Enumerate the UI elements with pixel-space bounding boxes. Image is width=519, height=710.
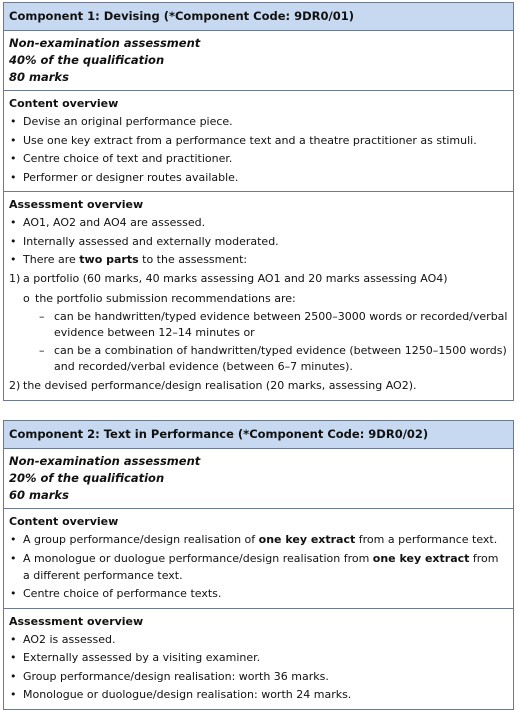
list-item: • Monologue or duologue/design realisation: worth 24 marks. (9, 686, 508, 703)
qualification-weight: 20% of the qualification (9, 471, 165, 485)
text-run: A monologue or duologue performance/design realisation from (23, 551, 373, 565)
part-2 (9, 377, 508, 394)
content-overview-heading: Content overview (9, 97, 119, 110)
list-item: • Use one key extract from a performance text and a theatre practitioner as stimuli. (9, 132, 508, 149)
component-1-assessment-overview (4, 191, 513, 400)
list-item: • Centre choice of performance texts. (9, 585, 508, 602)
component-1-intro (4, 31, 513, 90)
list-item (9, 531, 508, 548)
list-item: • AO2 is assessed. (9, 631, 508, 648)
component-1-title: Component 1: Devising (*Component Code: 9DR0/01) (4, 3, 513, 31)
list-item (9, 251, 508, 268)
list-item (9, 550, 508, 584)
component-2-box (3, 420, 514, 710)
text-run: from a performance text. (355, 533, 498, 546)
total-marks: 80 marks (9, 70, 69, 84)
text-run: from a different performance text. (23, 551, 499, 582)
component-2-intro (4, 449, 513, 508)
sub-bullet-marker: o (23, 291, 30, 305)
component-2-title: Component 2: Text in Performance (*Component Code: 9DR0/02) (4, 421, 513, 449)
component-1-content-overview (4, 90, 513, 191)
part-number: 1) (9, 271, 21, 285)
part-text: the devised performance/design realisation (20 marks, assessing AO2). (23, 378, 417, 392)
bold-text: one key extract (372, 551, 470, 565)
qualification-weight: 40% of the qualification (9, 53, 165, 67)
list-item: • Internally assessed and externally moderated. (9, 233, 508, 250)
list-item: • Externally assessed by a visiting examiner. (9, 649, 508, 666)
text-run: to the assessment: (138, 253, 248, 266)
component-2-assessment-overview (4, 608, 513, 709)
bold-text: two parts (79, 253, 139, 266)
list-item: • AO1, AO2 and AO4 are assessed. (9, 214, 508, 231)
content-overview-heading: Content overview (9, 515, 119, 528)
portfolio-intro-text: the portfolio submission recommendations are: (35, 291, 296, 305)
list-item: • Performer or designer routes available. (9, 169, 508, 186)
part-text: a portfolio (60 marks, 40 marks assessing AO1 and 20 marks assessing AO4) (23, 271, 448, 285)
text-run: A group performance/design realisation of (23, 533, 259, 546)
portfolio-recommendations (9, 290, 508, 307)
bold-text: one key extract (258, 533, 356, 546)
component-2-content-overview (4, 508, 513, 608)
list-item: • Devise an original performance piece. (9, 113, 508, 130)
assessment-overview-heading: Assessment overview (9, 614, 144, 628)
list-item: • Group performance/design realisation: worth 36 marks. (9, 668, 508, 685)
part-1 (9, 270, 508, 287)
assessment-type: Non-examination assessment (9, 454, 201, 468)
assessment-overview-heading: Assessment overview (9, 198, 144, 211)
list-item: – can be handwritten/typed evidence between 2500–3000 words or recorded/verbal evidence between 12–14 minutes or (39, 309, 508, 342)
text-run: There are (23, 253, 80, 266)
component-1-box (3, 2, 514, 401)
list-item: • Centre choice of text and practitioner. (9, 150, 508, 167)
list-item: – can be a combination of handwritten/typed evidence (between 1250–1500 words) and recorded/verbal evidence (between 6–7 minutes). (39, 343, 508, 376)
assessment-type: Non-examination assessment (9, 36, 201, 50)
part-number: 2) (9, 378, 21, 392)
total-marks: 60 marks (9, 488, 69, 502)
